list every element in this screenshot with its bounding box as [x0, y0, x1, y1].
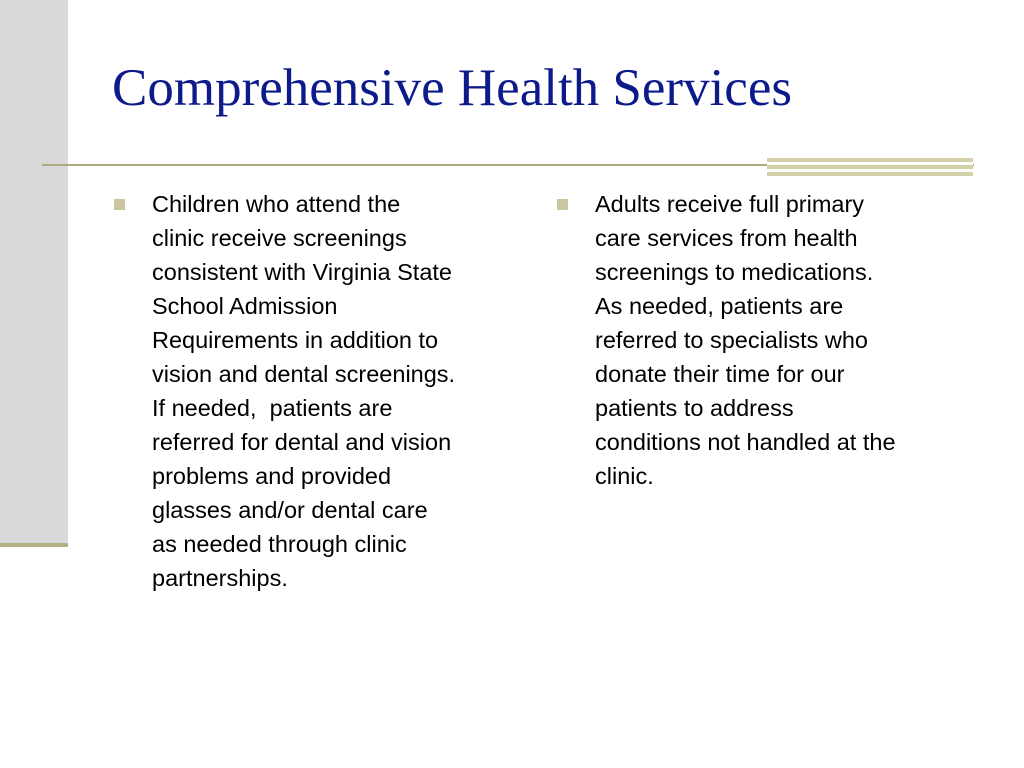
bullet-item-children — [114, 187, 534, 595]
text-line: partnerships. — [152, 565, 288, 591]
text-line: clinic. — [595, 463, 654, 489]
decorative-side-bar-underline — [0, 543, 68, 547]
square-bullet-icon — [114, 199, 125, 210]
decorative-side-bar — [0, 0, 68, 545]
text-line: Children who attend the — [152, 191, 401, 217]
title-divider-accent — [767, 158, 973, 179]
text-line: Requirements in addition to — [152, 327, 439, 353]
left-column — [114, 187, 534, 595]
text-line: vision and dental screenings. — [152, 361, 456, 387]
text-line: glasses and/or dental care — [152, 497, 428, 523]
text-line: problems and provided — [152, 463, 392, 489]
square-bullet-icon — [557, 199, 568, 210]
text-line: donate their time for our — [595, 361, 845, 387]
text-line: screenings to medications. — [595, 259, 874, 285]
text-line: School Admission — [152, 293, 338, 319]
text-line: If needed, patients are — [152, 395, 393, 421]
text-line: As needed, patients are — [595, 293, 844, 319]
bullet-item-adults — [557, 187, 977, 493]
text-line: patients to address — [595, 395, 794, 421]
text-line: Adults receive full primary — [595, 191, 865, 217]
text-line: consistent with Virginia State — [152, 259, 453, 285]
slide-title: Comprehensive Health Services — [112, 59, 792, 117]
text-line: as needed through clinic — [152, 531, 407, 557]
text-line: care services from health — [595, 225, 858, 251]
text-line: referred for dental and vision — [152, 429, 452, 455]
text-line: referred to specialists who — [595, 327, 868, 353]
text-line: clinic receive screenings — [152, 225, 407, 251]
text-line: conditions not handled at the — [595, 429, 896, 455]
right-column — [557, 187, 977, 493]
